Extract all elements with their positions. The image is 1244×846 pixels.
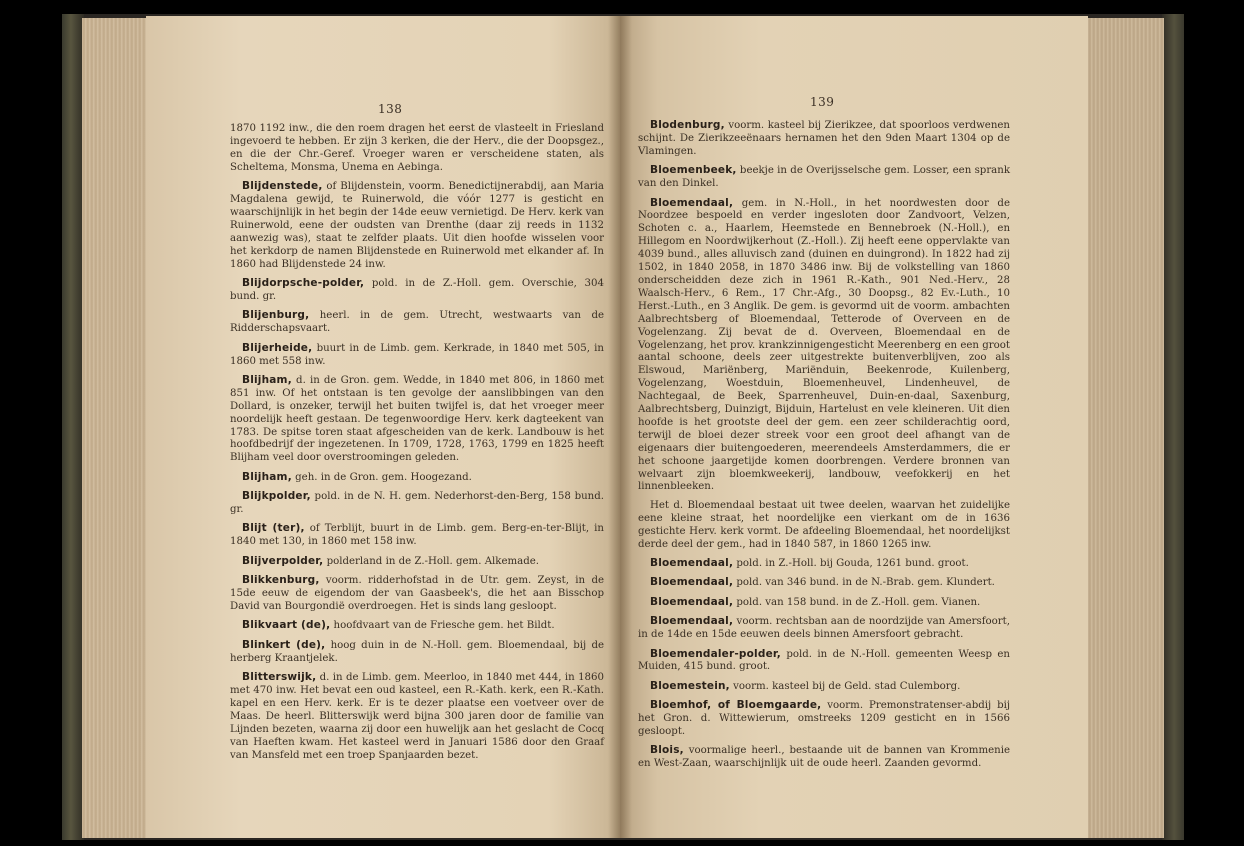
entry-body: pold. in de N. H. gem. Nederhorst-den-Berg, 158 bund. gr.	[230, 491, 604, 516]
entry-headword: Bloemendaal,	[650, 557, 734, 569]
book-cover-right	[1162, 14, 1184, 840]
dictionary-entry	[230, 574, 604, 614]
entry-headword: Bloemestein,	[650, 679, 730, 692]
dictionary-entry	[230, 123, 604, 175]
dictionary-entry	[230, 671, 604, 762]
right-page-text	[638, 119, 1010, 777]
entry-headword: Blois,	[650, 744, 684, 757]
dictionary-entry	[638, 744, 1010, 771]
entry-body: heerl. in de gem. Utrecht, westwaarts van de Ridderschapsvaart.	[230, 310, 604, 335]
entry-body: hoofdvaart van de Friesche gem. het Bildt.	[330, 620, 555, 632]
page-number-left: 138	[378, 102, 403, 116]
page-number-right: 139	[810, 95, 835, 109]
entry-headword: Bloemenbeek,	[650, 164, 737, 177]
entry-headword: Blikkenburg,	[242, 574, 320, 587]
dictionary-entry	[638, 615, 1010, 642]
entry-body: beekje in de Overijsselsche gem. Losser, een sprank van den Dinkel.	[638, 165, 1010, 190]
entry-body: pold. in Z.-Holl. bij Gouda, 1261 bund. groot.	[733, 558, 969, 569]
entry-headword: Blijkpolder,	[242, 490, 311, 503]
dictionary-entry	[638, 699, 1010, 739]
left-page-text	[230, 123, 604, 768]
entry-headword: Blijerheide,	[242, 341, 313, 354]
book-gutter	[608, 16, 632, 838]
dictionary-entry	[230, 374, 604, 465]
entry-body: of Blijdenstein, voorm. Benedictijnerabdij, aan Maria Magdalena gewijd, te Ruinerwold, die vóór 1277 is gesticht en waarschijnlijk in het begin der 14de eeuw vernietigd. De Herv. kerk van Ruinerwold, eene der oudsten van Drenthe (daar zij reeds in 1132 aanwezig was), staat te zelfder plaats. Uit dien hoofde wisselen voor het kerkdorp de namen Blijdenstede en Ruinerwold met elkander af. In 1860 had Blijdenstede 24 inw.	[230, 181, 604, 270]
entry-body: voormalige heerl., bestaande uit de bannen van Krommenie en West-Zaan, waarschijnlijk uit de oude heerl. Zaanden gevormd.	[638, 745, 1010, 770]
entry-headword: Bloemendaal,	[650, 576, 734, 589]
page-edges-right	[1088, 18, 1164, 838]
entry-headword: Blijenburg,	[242, 309, 310, 322]
left-page	[146, 16, 620, 838]
dictionary-entry	[230, 180, 604, 271]
entry-body: d. in de Limb. gem. Meerloo, in 1840 met 444, in 1860 met 470 inw. Het bevat een oud kasteel, een R.-Kath. kerk, een R.-Kath. kapel en een Herv. kerk. Er is te dezer plaatse een voetveer over de Maas. De heerl. Blitterswijk werd bijna 300 jaren door de familie van Lijnden bezeten, waarna zij door een huwelijk aan het geslacht de Cocq van Haeften kwam. Het kasteel werd in Januari 1586 door den Graaf van Mansfeld met een troep Spanjaarden bezet.	[230, 672, 604, 761]
entry-headword: Blikvaart (de),	[242, 619, 331, 632]
dictionary-entry	[638, 557, 1010, 571]
dictionary-entry	[230, 555, 604, 569]
entry-body: voorm. kasteel bij de Geld. stad Culemborg.	[729, 680, 961, 692]
entry-body: voorm. Premonstratenser-abdij bij het Gron. d. Wittewierum, omstreeks 1209 gesticht en in 1566 gesloopt.	[638, 700, 1011, 738]
entry-headword: Bloemendaler-polder,	[650, 647, 781, 660]
entry-body: voorm. rechtsban aan de noordzijde van Amersfoort, in de 14de en 15de eeuwen deels binnen Amersfoort gebracht.	[638, 616, 1010, 641]
entry-headword: Blitterswijk,	[242, 671, 317, 684]
entry-body: pold. van 346 bund. in de N.-Brab. gem. Klundert.	[733, 577, 995, 589]
dictionary-entry	[638, 197, 1010, 495]
entry-headword: Blijdenstede,	[242, 180, 323, 193]
entry-body: voorm. ridderhofstad in de Utr. gem. Zeyst, in de 15de eeuw de eigendom der van Gaasbeek's, die het aan Bisschop David van Bourgondië overdroegen. Het is sinds lang gesloopt.	[230, 575, 604, 612]
book-cover-left	[62, 14, 84, 840]
dictionary-entry	[230, 471, 604, 485]
dictionary-entry	[230, 619, 604, 633]
dictionary-entry	[638, 680, 1010, 694]
entry-headword: Bloemendaal,	[650, 595, 734, 608]
entry-body: pold. van 158 bund. in de Z.-Holl. gem. Vianen.	[733, 596, 981, 608]
dictionary-entry	[638, 164, 1010, 191]
entry-body: gem. in N.-Holl., in het noordwesten door de Noordzee bespoeld en verder ingesloten door Zandvoort, Velzen, Schoten c. a., Haarlem, Heemstede en Bennebroek (N.-Holl.), en Hillegom en Noordwijkerhout (Z.-Holl.). Zij heeft eene oppervlakte van 4039 bund., alles alluvisch zand (duinen en duingrond). In 1822 had zij 1502, in 1840 2058, in 1870 3486 inw. Bij de volkstelling van 1860 onderscheidden deze zich in 1961 R.-Kath., 901 Ned.-Herv., 28 Waalsch-Herv., 6 Rem., 17 Chr.-Afg., 30 Doopsg., 82 Ev.-Luth., 10 Herst.-Luth., en 3 Anglik. De gem. is gevormd uit de voorm. ambachten Aalbrechtsberg of Bloemendaal, Tetterode of Overveen en de Vogelenzang. Zij bevat de d. Overveen, Bloemendaal en de Vogelenzang, het prov. krankzinnigengesticht Meerenberg en een groot aantal schoone, deels zeer uitgestrekte buitenverblijven, zoo als Elswoud, Mariënberg, Mariënduin, Beekenrode, Kuilenberg, Vogelenzang, Woestduin, Bloemenheuvel, Lindenheuvel, de Nachtegaal, de Beek, Sparrenheuvel, Duin-en-daal, Saxenburg, Aalbrechtsberg, Duinzigt, Bijduin, Hartelust en vele kleineren. Uit dien hoofde is het grootste deel der gem. een zeer schilderachtig oord, terwijl de bloei dezer streek voor een groot deel afhangt van de eigenaars dier buitengoederen, meerendeels Amsterdammers, die er het schoone jaargetijde komen doorbrengen. Verdere bronnen van welvaart zijn bloemkweekerij, landbouw, veefokkerij en het linnenbleeken.	[638, 197, 1010, 493]
entry-headword: Blijdorpsche-polder,	[242, 276, 365, 289]
entry-body: voorm. kasteel bij Zierikzee, dat spoorloos verdwenen schijnt. De Zierikzeeënaars hernamen het den 9den Maart 1304 op de Vlamingen.	[638, 120, 1010, 157]
entry-headword: Blijham,	[242, 373, 292, 386]
entry-headword: Blinkert (de),	[242, 638, 326, 651]
right-page	[620, 16, 1088, 838]
entry-body: Het d. Bloemendaal bestaat uit twee deelen, waarvan het zuidelijke eene kleine straat, het noordelijke een vierkant om de in 1636 gestichte Herv. kerk vormt. De afdeeling Bloemendaal, het noordelijkst derde deel der gem., had in 1840 587, in 1860 1265 inw.	[638, 499, 1010, 550]
entry-body: hoog duin in de N.-Holl. gem. Bloemendaal, bij de herberg Kraantjelek.	[230, 639, 604, 664]
dictionary-entry	[230, 277, 604, 304]
entry-body: geh. in de Gron. gem. Hoogezand.	[291, 471, 472, 483]
dictionary-entry	[230, 639, 604, 666]
entry-body: of Terblijt, buurt in de Limb. gem. Berg-en-ter-Blijt, in 1840 met 130, in 1860 met 158 inw.	[230, 523, 604, 548]
dictionary-entry	[638, 119, 1010, 159]
entry-headword: Blodenburg,	[650, 119, 725, 131]
dictionary-entry	[638, 648, 1010, 675]
entry-headword: Bloemendaal,	[650, 196, 734, 209]
dictionary-entry	[230, 309, 604, 336]
entry-body: d. in de Gron. gem. Wedde, in 1840 met 806, in 1860 met 851 inw. Of het ontstaan is ten gevolge der aanslibbingen van den Dollard, is onzeker, terwijl het buiten twijfel is, dat het vroeger meer noordelijk heeft gestaan. De tegenwoordige Herv. kerk dagteekent van 1783. De spitse toren staat afgescheiden van de kerk. Landbouw is het hoofdbedrijf der ingezetenen. In 1709, 1728, 1763, 1799 en 1825 heeft Blijham veel door overstroomingen geleden.	[230, 374, 604, 464]
entry-headword: Blijham,	[242, 470, 292, 483]
entry-headword: Blijverpolder,	[242, 554, 324, 567]
entry-headword: Bloemendaal,	[650, 615, 734, 628]
entry-body: pold. in de Z.-Holl. gem. Overschie, 304 bund. gr.	[230, 277, 604, 302]
entry-headword: Bloemhof, of Bloemgaarde,	[650, 699, 822, 712]
entry-body: pold. in de N.-Holl. gemeenten Weesp en Muiden, 415 bund. groot.	[638, 648, 1010, 673]
entry-body: buurt in de Limb. gem. Kerkrade, in 1840 met 505, in 1860 met 558 inw.	[230, 342, 604, 367]
dictionary-entry	[638, 596, 1010, 610]
entry-body: 1870 1192 inw., die den roem dragen het eerst de vlasteelt in Friesland ingevoerd te hebben. Er zijn 3 kerken, die der Herv., die der Doopsgez., en die der Chr.-Geref. Vroeger waren er verscheidene staten, als Scheltema, Monsma, Unema en Aebinga.	[230, 123, 604, 173]
dictionary-entry	[230, 490, 604, 517]
entry-headword: Blijt (ter),	[242, 522, 305, 535]
entry-body: polderland in de Z.-Holl. gem. Alkemade.	[323, 555, 540, 567]
dictionary-entry	[638, 500, 1010, 552]
dictionary-entry	[638, 576, 1010, 590]
page-edges-left	[82, 18, 146, 838]
dictionary-entry	[230, 342, 604, 369]
dictionary-entry	[230, 522, 604, 549]
